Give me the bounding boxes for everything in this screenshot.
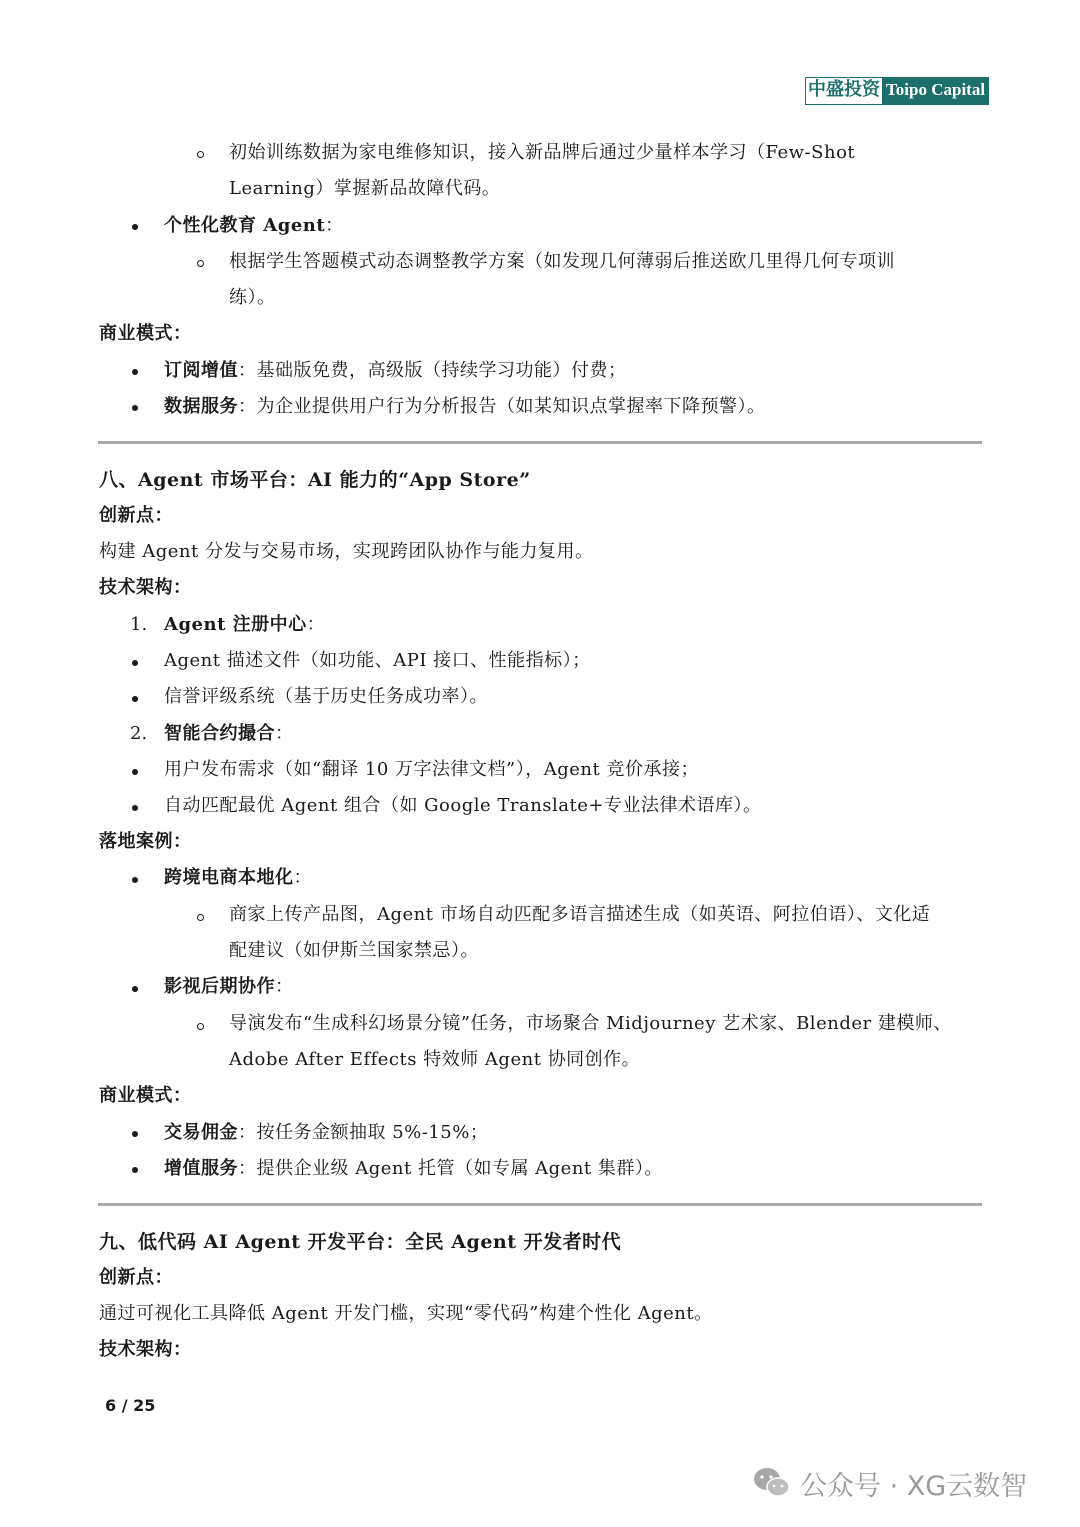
bullet-item	[164, 969, 294, 1005]
sub-bullet-marker	[197, 260, 204, 267]
numbered-item	[164, 716, 294, 752]
bullet-item-head: 个性化教育 Agent	[164, 215, 326, 236]
bullet-item-head: 增值服务	[164, 1158, 238, 1179]
bullet-marker	[132, 1167, 138, 1173]
bullet-item-head: 影视后期协作	[164, 976, 275, 997]
bullet-marker	[132, 224, 138, 230]
biz-model-label: 商业模式：	[99, 323, 192, 344]
bullet-item	[164, 860, 312, 896]
sub-bullet-marker	[197, 914, 204, 921]
bullet-item-tail: ：提供企业级 Agent 托管（如专属 Agent 集群）。	[238, 1158, 663, 1179]
bullet-item-tail: ：	[293, 867, 312, 888]
architecture-label: 技术架构：	[99, 1339, 192, 1360]
bullet-item	[164, 353, 627, 389]
watermark-text: 公众号 · XG云数智	[800, 1470, 1028, 1502]
bullet-marker	[132, 769, 138, 775]
innovation-label: 创新点：	[99, 1267, 173, 1288]
numbered-item-tail: ：	[306, 614, 326, 635]
innovation-label: 创新点：	[99, 505, 173, 526]
sub-item-text-cont: Adobe After Effects 特效师 Agent 协同创作。	[229, 1049, 641, 1070]
bullet-marker	[132, 405, 138, 411]
sub-item-text: 根据学生答题模式动态调整教学方案（如发现几何薄弱后推送欧几里得几何专项训	[229, 251, 895, 272]
sub-item-text-cont: Learning）掌握新品故障代码。	[229, 178, 501, 199]
case-label: 落地案例：	[99, 831, 192, 852]
section-9-title: 九、低代码 AI Agent 开发平台：全民 Agent 开发者时代	[99, 1231, 622, 1253]
sub-bullet-marker	[197, 1023, 204, 1030]
bullet-item-tail: ：	[325, 215, 344, 236]
bullet-marker	[132, 986, 138, 992]
sub-item-text-cont: 练）。	[229, 287, 276, 308]
sub-item-text: 商家上传产品图，Agent 市场自动匹配多语言描述生成（如英语、阿拉伯语）、文化适	[229, 904, 931, 925]
company-logo	[805, 77, 989, 105]
sub-bullet-marker	[197, 151, 204, 158]
sub-item-text-cont: 配建议（如伊斯兰国家禁忌）。	[229, 940, 479, 961]
bullet-item-tail: ：基础版免费，高级版（持续学习功能）付费；	[238, 360, 627, 381]
bullet-item-tail: ：按任务金额抽取 5%-15%；	[238, 1122, 489, 1143]
bullet-item-head: 交易佣金	[164, 1122, 238, 1143]
innovation-text: 构建 Agent 分发与交易市场，实现跨团队协作与能力复用。	[99, 541, 594, 562]
bullet-marker	[132, 1131, 138, 1137]
bullet-item: 自动匹配最优 Agent 组合（如 Google Translate+专业法律术语库）。	[164, 795, 762, 816]
bullet-item	[164, 389, 766, 425]
bullet-item	[164, 208, 344, 244]
sub-item-text: 导演发布“生成科幻场景分镜”任务，市场聚合 Midjourney 艺术家、Blender 建模师、	[229, 1013, 952, 1034]
bullet-item-head: 数据服务	[164, 396, 238, 417]
page-number: 6 / 25	[105, 1396, 156, 1415]
numbered-item-tail: ：	[275, 723, 294, 744]
bullet-marker	[132, 369, 138, 375]
bullet-item	[164, 1115, 488, 1151]
bullet-item: Agent 描述文件（如功能、API 接口、性能指标）；	[164, 650, 591, 671]
architecture-label: 技术架构：	[99, 577, 192, 598]
numbered-marker: 2.	[130, 723, 148, 744]
logo-english-text: Toipo Capital	[883, 78, 988, 104]
bullet-item: 用户发布需求（如“翻译 10 万字法律文档”），Agent 竞价承接；	[164, 759, 699, 780]
logo-chinese-text: 中盛投资	[806, 78, 883, 104]
bullet-item: 信誉评级系统（基于历史任务成功率）。	[164, 686, 488, 707]
wechat-icon	[752, 1466, 792, 1500]
bullet-marker	[132, 660, 138, 666]
section-divider	[98, 441, 982, 444]
numbered-item-head: 智能合约撮合	[164, 723, 275, 744]
bullet-marker	[132, 877, 138, 883]
biz-model-label: 商业模式：	[99, 1085, 192, 1106]
numbered-item	[164, 607, 325, 643]
numbered-marker: 1.	[130, 614, 148, 635]
bullet-item-head: 订阅增值	[164, 360, 238, 381]
bullet-item-head: 跨境电商本地化	[164, 867, 294, 888]
innovation-text: 通过可视化工具降低 Agent 开发门槛，实现“零代码”构建个性化 Agent。	[99, 1303, 713, 1324]
bullet-item-tail: ：	[275, 976, 294, 997]
watermark	[752, 1463, 1027, 1503]
bullet-marker	[132, 805, 138, 811]
section-8-title: 八、Agent 市场平台：AI 能力的“App Store”	[99, 469, 531, 491]
sub-item-text: 初始训练数据为家电维修知识，接入新品牌后通过少量样本学习（Few-Shot	[229, 142, 856, 163]
bullet-marker	[132, 696, 138, 702]
numbered-item-head: Agent 注册中心	[164, 614, 307, 635]
bullet-item	[164, 1151, 663, 1187]
section-divider	[98, 1203, 982, 1206]
bullet-item-tail: ：为企业提供用户行为分析报告（如某知识点掌握率下降预警）。	[238, 396, 766, 417]
